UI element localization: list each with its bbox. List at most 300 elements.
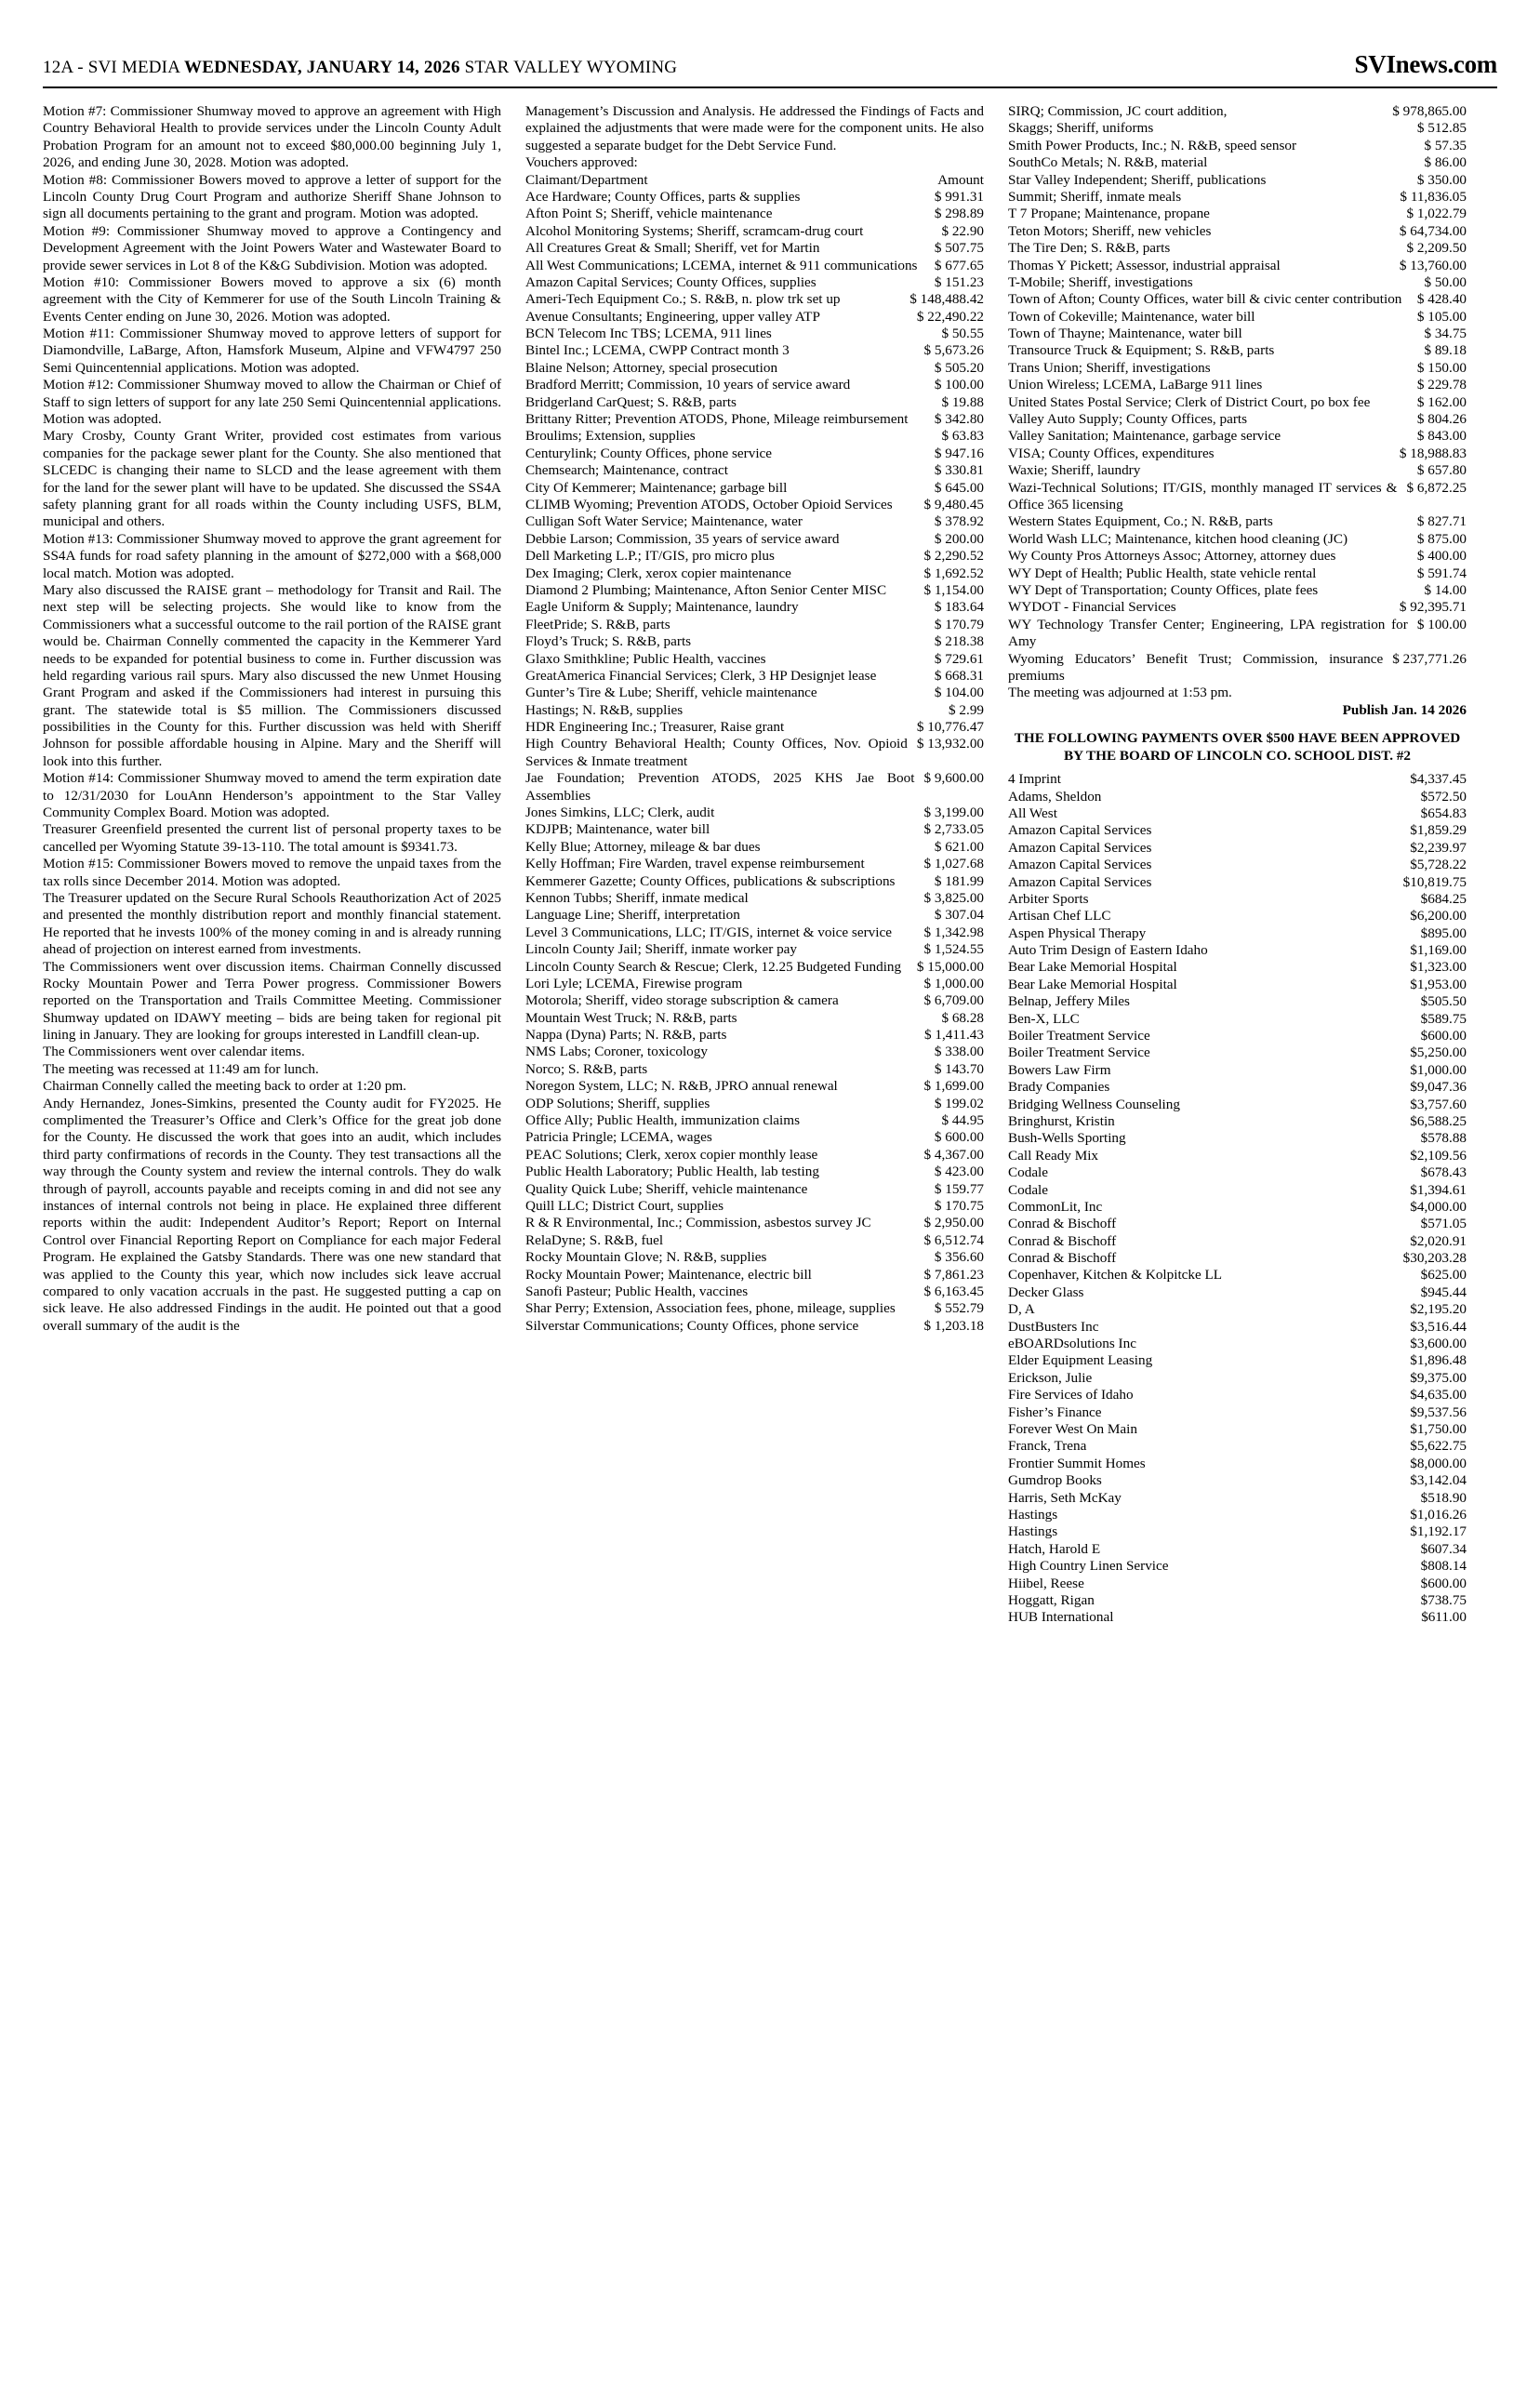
payment-row: [1008, 908, 1467, 924]
payment-amount: $589.75: [1420, 1010, 1467, 1027]
article-columns: [43, 103, 1497, 1627]
payment-row: [1008, 1011, 1467, 1028]
payment-amount: $6,588.25: [1410, 1112, 1467, 1129]
payment-row: [1008, 977, 1467, 993]
ledger-name: KDJPB; Maintenance, water bill: [525, 821, 710, 838]
payment-amount: $2,020.91: [1410, 1232, 1467, 1249]
ledger-name: Alcohol Monitoring Systems; Sheriff, scramcam-drug court: [525, 222, 864, 239]
payment-name: Bowers Law Firm: [1008, 1061, 1111, 1078]
ledger-row: [1008, 617, 1467, 651]
ledger-amount: $ 150.00: [1416, 359, 1467, 376]
payment-row: [1008, 1456, 1467, 1472]
ledger-name: HDR Engineering Inc.; Treasurer, Raise grant: [525, 719, 785, 736]
ledger-name: Debbie Larson; Commission, 35 years of service award: [525, 530, 840, 547]
ledger-amount: $ 218.38: [934, 633, 984, 650]
ledger-row: [525, 206, 984, 222]
payment-amount: $9,537.56: [1410, 1403, 1467, 1420]
paragraph: Management’s Discussion and Analysis. He addressed the Findings of Facts and explained the adjustments that were made were for the component units. He also suggested a separate budget for the Debt Service Fund.: [525, 103, 984, 153]
ledger-row: [525, 1198, 984, 1215]
ledger-header: [525, 172, 984, 189]
ledger-name: United States Postal Service; Clerk of District Court, po box fee: [1008, 393, 1371, 410]
ledger-row: [1008, 513, 1467, 530]
paragraph: Motion #9: Commissioner Shumway moved to approve a Contingency and Development Agreement with the Joint Powers Water and Wastewater Board to provide sewer services in Lot 8 of the K&G Subdivision. Motion was adopted.: [43, 222, 501, 273]
payment-amount: $1,896.48: [1410, 1352, 1467, 1369]
payment-row: [1008, 1592, 1467, 1609]
ledger-row: [1008, 565, 1467, 582]
ledger-name: WY Dept of Health; Public Health, state vehicle rental: [1008, 565, 1317, 581]
ledger-amount: $ 1,524.55: [923, 941, 984, 958]
ledger-name: T-Mobile; Sheriff, investigations: [1008, 273, 1193, 290]
ledger-row: [525, 702, 984, 719]
payment-row: [1008, 1541, 1467, 1558]
ledger-amount: $ 6,872.25: [1406, 479, 1467, 496]
payment-amount: $518.90: [1420, 1489, 1467, 1506]
payment-row: [1008, 1233, 1467, 1250]
ledger-name: Bintel Inc.; LCEMA, CWPP Contract month 3: [525, 342, 790, 359]
ledger-row: [1008, 599, 1467, 616]
paragraph: Motion #13: Commissioner Shumway moved to approve the grant agreement for SS4A funds for road safety planning in the amount of $272,000 with a $68,000 local match. Motion was adopted.: [43, 530, 501, 581]
ledger-amount: $ 22.90: [941, 222, 984, 239]
ledger-amount: $ 677.65: [934, 257, 984, 273]
payment-name: HUB International: [1008, 1609, 1114, 1626]
ledger-name: Summit; Sheriff, inmate meals: [1008, 188, 1182, 205]
payment-row: [1008, 942, 1467, 959]
payment-name: Codale: [1008, 1181, 1049, 1198]
payment-amount: $5,250.00: [1410, 1044, 1467, 1061]
payment-amount: $1,169.00: [1410, 942, 1467, 959]
ledger-row: [525, 513, 984, 530]
ledger-row: [525, 446, 984, 462]
payment-name: Codale: [1008, 1164, 1049, 1181]
ledger-amount: $ 4,367.00: [923, 1146, 984, 1163]
ledger-row: [525, 1164, 984, 1180]
ledger-row: [1008, 360, 1467, 377]
payment-amount: $5,622.75: [1410, 1438, 1467, 1455]
ledger-amount: $ 9,600.00: [923, 770, 984, 787]
payment-row: [1008, 1301, 1467, 1318]
ledger-amount: $ 148,488.42: [909, 291, 984, 308]
payment-name: Bush-Wells Sporting: [1008, 1130, 1126, 1147]
ledger-amount: $ 143.70: [934, 1060, 984, 1077]
ledger-name: Bridgerland CarQuest; S. R&B, parts: [525, 393, 737, 410]
ledger-amount: $ 15,000.00: [916, 958, 984, 975]
payment-row: [1008, 1028, 1467, 1044]
ledger-amount: $ 505.20: [934, 359, 984, 376]
payment-amount: $1,000.00: [1410, 1061, 1467, 1078]
ledger-row: [525, 428, 984, 445]
ledger-name: SIRQ; Commission, JC court addition,: [1008, 103, 1228, 119]
ledger-amount: $ 2,733.05: [923, 821, 984, 838]
ledger-row: [525, 976, 984, 992]
payment-amount: $3,757.60: [1410, 1096, 1467, 1112]
ledger-name: Transource Truck & Equipment; S. R&B, parts: [1008, 342, 1275, 359]
ledger-amount: $ 10,776.47: [916, 719, 984, 736]
payment-name: Boiler Treatment Service: [1008, 1044, 1150, 1061]
ledger-amount: $ 19.88: [941, 393, 984, 410]
ledger-amount: $ 804.26: [1416, 411, 1467, 428]
paragraph: Motion #12: Commissioner Shumway moved to allow the Chairman or Chief of Staff to sign letters of support for any late 250 Semi Quincentennial applications. Motion was adopted.: [43, 377, 501, 428]
payment-amount: $1,192.17: [1410, 1523, 1467, 1540]
ledger-name: Culligan Soft Water Service; Maintenance, water: [525, 513, 803, 530]
payment-row: [1008, 1438, 1467, 1455]
ledger-row: [525, 480, 984, 497]
payment-name: Hiibel, Reese: [1008, 1575, 1084, 1591]
payment-amount: $1,394.61: [1410, 1181, 1467, 1198]
payment-amount: $678.43: [1420, 1164, 1467, 1181]
ledger-amount: $ 1,699.00: [923, 1078, 984, 1095]
ledger-amount: $ 668.31: [934, 667, 984, 684]
ledger-name: FleetPride; S. R&B, parts: [525, 616, 670, 632]
ledger-row: [525, 633, 984, 650]
ledger-name: The Tire Den; S. R&B, parts: [1008, 240, 1171, 257]
payment-amount: $607.34: [1420, 1540, 1467, 1557]
ledger-row: [525, 1267, 984, 1284]
ledger-name: Motorola; Sheriff, video storage subscription & camera: [525, 992, 839, 1009]
ledger-amount: $ 843.00: [1416, 428, 1467, 445]
ledger-amount: $ 5,673.26: [923, 342, 984, 359]
ledger-amount: $ 1,154.00: [923, 581, 984, 598]
ledger-row: [525, 599, 984, 616]
payment-name: Erickson, Julie: [1008, 1369, 1093, 1386]
payment-name: High Country Linen Service: [1008, 1558, 1169, 1575]
ledger-row: [1008, 189, 1467, 206]
ledger-row: [525, 1129, 984, 1146]
payment-amount: $572.50: [1420, 788, 1467, 805]
payment-row: [1008, 1284, 1467, 1301]
payment-amount: $945.44: [1420, 1284, 1467, 1300]
ledger-amount: $ 34.75: [1424, 326, 1467, 342]
payment-row: [1008, 1079, 1467, 1096]
payment-name: Belnap, Jeffery Miles: [1008, 993, 1130, 1010]
ledger-amount: $ 330.81: [934, 462, 984, 479]
ledger-amount: $ 105.00: [1416, 308, 1467, 325]
ledger-amount: $ 307.04: [934, 907, 984, 924]
ledger-name: Office Ally; Public Health, immunization claims: [525, 1112, 800, 1129]
ledger-row: [1008, 103, 1467, 120]
ledger-row: [1008, 446, 1467, 462]
ledger-name: T 7 Propane; Maintenance, propane: [1008, 206, 1210, 222]
ledger-amount: $ 7,861.23: [923, 1266, 984, 1283]
ledger-amount: $ 1,027.68: [923, 856, 984, 872]
ledger-row: [525, 1078, 984, 1095]
ledger-name: Ace Hardware; County Offices, parts & supplies: [525, 188, 801, 205]
payment-amount: $9,375.00: [1410, 1369, 1467, 1386]
ledger-amount: $ 507.75: [934, 240, 984, 257]
payment-row: [1008, 1609, 1467, 1626]
ledger-row: [525, 531, 984, 548]
ledger-amount: $ 6,163.45: [923, 1283, 984, 1299]
payment-name: Fire Services of Idaho: [1008, 1387, 1134, 1403]
ledger-name: Quill LLC; District Court, supplies: [525, 1198, 724, 1214]
ledger-amount: $ 92,395.71: [1399, 599, 1467, 616]
ledger-name: Noregon System, LLC; N. R&B, JPRO annual renewal: [525, 1078, 838, 1095]
ledger-amount: $ 6,709.00: [923, 992, 984, 1009]
payment-name: Bear Lake Memorial Hospital: [1008, 976, 1177, 992]
payment-amount: $808.14: [1420, 1558, 1467, 1575]
ledger-row: [525, 873, 984, 890]
ledger-row: [525, 839, 984, 856]
payment-amount: $654.83: [1420, 805, 1467, 821]
payment-row: [1008, 1216, 1467, 1232]
ledger-name: Skaggs; Sheriff, uniforms: [1008, 120, 1154, 137]
payment-name: Aspen Physical Therapy: [1008, 924, 1147, 941]
payment-name: Boiler Treatment Service: [1008, 1028, 1150, 1044]
ledger-row: [1008, 651, 1467, 685]
payment-name: 4 Imprint: [1008, 771, 1061, 788]
ledger-name: Star Valley Independent; Sheriff, publications: [1008, 171, 1267, 188]
ledger-name: Dex Imaging; Clerk, xerox copier maintenance: [525, 565, 791, 581]
ledger-row: [525, 1181, 984, 1198]
ledger-name: Town of Afton; County Offices, water bill & civic center contribution: [1008, 291, 1402, 308]
payment-amount: $1,859.29: [1410, 822, 1467, 839]
ledger-row: [525, 1300, 984, 1317]
ledger-name: WY Technology Transfer Center; Engineering, LPA registration for Amy: [1008, 616, 1408, 650]
ledger-row: [525, 719, 984, 736]
ledger-name: Hastings; N. R&B, supplies: [525, 701, 684, 718]
payment-amount: $600.00: [1420, 1575, 1467, 1591]
ledger-amount: $ 2,209.50: [1406, 240, 1467, 257]
ledger-amount: $ 2,950.00: [923, 1215, 984, 1231]
payment-name: DustBusters Inc: [1008, 1318, 1099, 1335]
ledger-amount: $ 170.75: [934, 1198, 984, 1214]
ledger-name: BCN Telecom Inc TBS; LCEMA, 911 lines: [525, 326, 772, 342]
vouchers-label: Vouchers approved:: [525, 154, 638, 171]
ledger-row: [525, 497, 984, 513]
payment-row: [1008, 1336, 1467, 1352]
payment-row: [1008, 1199, 1467, 1216]
paragraph: The Commissioners went over calendar items.: [43, 1044, 305, 1060]
ledger-amount: $ 3,199.00: [923, 805, 984, 821]
payment-row: [1008, 771, 1467, 788]
payment-amount: $1,750.00: [1410, 1421, 1467, 1437]
ledger-row: [525, 274, 984, 291]
ledger-row: [1008, 462, 1467, 479]
ledger-name: Broulims; Extension, supplies: [525, 428, 696, 445]
payment-name: Forever West On Main: [1008, 1421, 1137, 1437]
ledger-header-claimant: Claimant/Department: [525, 171, 648, 188]
payment-name: Gumdrop Books: [1008, 1472, 1102, 1489]
ledger-row: [525, 1318, 984, 1335]
payment-row: [1008, 1490, 1467, 1507]
ledger-row: [525, 548, 984, 565]
ledger-amount: $ 428.40: [1416, 291, 1467, 308]
payment-name: Conrad & Bischoff: [1008, 1250, 1117, 1267]
payment-row: [1008, 805, 1467, 822]
ledger-amount: $ 729.61: [934, 650, 984, 667]
ledger-name: Smith Power Products, Inc.; N. R&B, speed sensor: [1008, 137, 1297, 153]
ledger-name: Lincoln County Jail; Sheriff, inmate worker pay: [525, 941, 798, 958]
ledger-row: [525, 890, 984, 907]
ledger-amount: $ 600.00: [934, 1129, 984, 1146]
ledger-amount: $ 6,512.74: [923, 1231, 984, 1248]
ledger-amount: $ 159.77: [934, 1180, 984, 1197]
payment-amount: $571.05: [1420, 1216, 1467, 1232]
ledger-row: [525, 309, 984, 326]
ledger-name: Waxie; Sheriff, laundry: [1008, 462, 1141, 479]
ledger-amount: $ 423.00: [934, 1164, 984, 1180]
page-number: 12A - SVI MEDIA: [43, 58, 180, 77]
ledger-row: [1008, 394, 1467, 411]
ledger-row: [525, 685, 984, 701]
ledger-row: [525, 342, 984, 359]
payment-name: Hatch, Harold E: [1008, 1540, 1101, 1557]
payment-amount: $2,109.56: [1410, 1147, 1467, 1164]
payment-name: Artisan Chef LLC: [1008, 908, 1111, 924]
payment-name: Call Ready Mix: [1008, 1147, 1099, 1164]
ledger-amount: $ 1,000.00: [923, 975, 984, 991]
ledger-row: [525, 582, 984, 599]
ledger-amount: $ 1,203.18: [923, 1317, 984, 1334]
ledger-name: Afton Point S; Sheriff, vehicle maintenance: [525, 206, 773, 222]
paragraph: Motion #7: Commissioner Shumway moved to approve an agreement with High Country Behavioral Health to provide services under the Lincoln County Adult Probation Program for an amount not to exceed $80,000.00 beginning July 1, 2026, and ending June 30, 2028. Motion was adopted.: [43, 103, 501, 171]
payment-amount: $1,016.26: [1410, 1506, 1467, 1523]
ledger-row: [525, 565, 984, 582]
ledger-row: [525, 360, 984, 377]
ledger-name: High Country Behavioral Health; County Offices, Nov. Opioid Services & Inmate treatment: [525, 736, 908, 769]
ledger-row: [1008, 428, 1467, 445]
ledger-row: [1008, 138, 1467, 154]
payment-name: Hastings: [1008, 1506, 1058, 1523]
payment-row: [1008, 822, 1467, 839]
ledger-name: Eagle Uniform & Supply; Maintenance, laundry: [525, 599, 799, 616]
payment-amount: $30,203.28: [1402, 1250, 1467, 1267]
payment-amount: $505.50: [1420, 993, 1467, 1010]
ledger-name: Kennon Tubbs; Sheriff, inmate medical: [525, 889, 749, 906]
ledger-amount: $ 22,490.22: [916, 308, 984, 325]
payment-row: [1008, 959, 1467, 976]
ledger-amount: $ 104.00: [934, 685, 984, 701]
ledger-name: Ameri-Tech Equipment Co.; S. R&B, n. plow trk set up: [525, 291, 841, 308]
ledger-amount: $ 14.00: [1424, 581, 1467, 598]
ledger-name: Amazon Capital Services; County Offices, supplies: [525, 273, 816, 290]
ledger-row: [525, 1061, 984, 1078]
ledger-amount: $ 100.00: [1416, 616, 1467, 632]
ledger-name: VISA; County Offices, expenditures: [1008, 445, 1215, 461]
publish-date: Publish Jan. 14 2026: [1342, 701, 1467, 718]
ledger-row: [1008, 548, 1467, 565]
ledger-amount: $ 978,865.00: [1392, 103, 1467, 119]
ledger-name: Trans Union; Sheriff, investigations: [1008, 359, 1211, 376]
ledger-row: [1008, 309, 1467, 326]
ledger-amount: $ 356.60: [934, 1249, 984, 1266]
payment-amount: $684.25: [1420, 890, 1467, 907]
payment-row: [1008, 857, 1467, 873]
payment-amount: $1,323.00: [1410, 959, 1467, 976]
ledger-amount: $ 657.80: [1416, 462, 1467, 479]
payment-row: [1008, 1319, 1467, 1336]
ledger-amount: $ 298.89: [934, 206, 984, 222]
payment-row: [1008, 993, 1467, 1010]
payment-name: Harris, Seth McKay: [1008, 1489, 1122, 1506]
ledger-row: [1008, 206, 1467, 222]
ledger-amount: $ 342.80: [934, 411, 984, 428]
ledger-amount: $ 2.99: [949, 701, 984, 718]
paragraph: Motion #14: Commissioner Shumway moved to amend the term expiration date to 12/31/2030 for LouAnn Henderson’s appointment to the Star Valley Community Complex Board. Motion was adopted.: [43, 770, 501, 821]
ledger-row: [525, 462, 984, 479]
ledger-name: Nappa (Dyna) Parts; N. R&B, parts: [525, 1027, 727, 1044]
ledger-name: Silverstar Communications; County Offices, phone service: [525, 1317, 859, 1334]
ledger-amount: $ 1,692.52: [923, 565, 984, 581]
payment-name: Franck, Trena: [1008, 1438, 1087, 1455]
ledger-amount: $ 991.31: [934, 188, 984, 205]
ledger-name: Language Line; Sheriff, interpretation: [525, 907, 740, 924]
payment-name: Bear Lake Memorial Hospital: [1008, 959, 1177, 976]
ledger-amount: $ 200.00: [934, 530, 984, 547]
ledger-row: [1008, 223, 1467, 240]
website-url: SVInews.com: [1354, 50, 1497, 78]
payment-row: [1008, 874, 1467, 891]
ledger-row: [1008, 531, 1467, 548]
payment-row: [1008, 1472, 1467, 1489]
payment-row: [1008, 1523, 1467, 1540]
ledger-row: [525, 1232, 984, 1249]
ledger-row: [525, 736, 984, 770]
payment-amount: $1,953.00: [1410, 976, 1467, 992]
ledger-amount: $ 68.28: [941, 1009, 984, 1026]
ledger-row: [1008, 377, 1467, 393]
payment-name: Amazon Capital Services: [1008, 857, 1152, 873]
payment-row: [1008, 1148, 1467, 1164]
ledger-amount: $ 44.95: [941, 1112, 984, 1129]
ledger-row: [1008, 274, 1467, 291]
payment-amount: $3,142.04: [1410, 1472, 1467, 1489]
ledger-row: [525, 992, 984, 1009]
payment-row: [1008, 1182, 1467, 1199]
school-payments-headline: THE FOLLOWING PAYMENTS OVER $500 HAVE BEEN APPROVED BY THE BOARD OF LINCOLN CO. SCHOOL DIST. #2: [1014, 730, 1461, 764]
ledger-name: PEAC Solutions; Clerk, xerox copier monthly lease: [525, 1146, 818, 1163]
ledger-row: [1008, 582, 1467, 599]
ledger-amount: $ 2,290.52: [923, 548, 984, 565]
paragraph: The meeting was recessed at 11:49 am for lunch.: [43, 1060, 319, 1077]
ledger-row: [525, 924, 984, 941]
ledger-name: NMS Labs; Coroner, toxicology: [525, 1044, 708, 1060]
payment-name: Adams, Sheldon: [1008, 788, 1102, 805]
ledger-amount: $ 57.35: [1424, 137, 1467, 153]
ledger-name: Lori Lyle; LCEMA, Firewise program: [525, 975, 743, 991]
ledger-name: Floyd’s Truck; S. R&B, parts: [525, 633, 692, 650]
ledger-amount: $ 3,825.00: [923, 889, 984, 906]
payment-amount: $8,000.00: [1410, 1455, 1467, 1471]
ledger-row: [525, 856, 984, 872]
column-one: [43, 103, 501, 1335]
ledger-name: Jae Foundation; Prevention ATODS, 2025 KHS Jae Boot Assemblies: [525, 770, 915, 804]
payment-row: [1008, 1352, 1467, 1369]
paragraph: Motion #8: Commissioner Bowers moved to approve a letter of support for the Lincoln County Drug Court Program and authorize Sheriff Shane Johnson to sign all documents pertaining to the grant and program. Motion was adopted.: [43, 171, 501, 222]
ledger-name: Level 3 Communications, LLC; IT/GIS, internet & voice service: [525, 924, 892, 940]
ledger-amount: $ 237,771.26: [1392, 650, 1467, 667]
column-three: [1008, 103, 1467, 1627]
payment-name: Brady Companies: [1008, 1079, 1110, 1096]
payment-name: D, A: [1008, 1301, 1035, 1318]
paragraph: Andy Hernandez, Jones-Simkins, presented the County audit for FY2025. He complimented the Treasurer’s Office and Clerk’s Office for the great job done for the County. He discussed the work that goes into an audit, which includes third party confirmations of records in the County. They test transactions all the way through the County system and review the internal controls. They do walk through of payroll, accounts payable and receipts coming in and did not see any instances of internal controls not being in place. He explained three different reports within the audit: Independent Auditor’s Report; Report on Internal Control over Financial Reporting Report on Compliance for each major Federal Program. He explained the Gatsby Standards. There was one new standard that was applied to the County this year, which now includes sick leave accrual compared to only vacation accruals in the past. He suggested putting a cap on sick leave. He also addressed Findings in the audit. He pointed out that a good overall summary of the audit is the: [43, 1095, 501, 1334]
ledger-name: Lincoln County Search & Rescue; Clerk, 12.25 Budgeted Funding: [525, 958, 902, 975]
payment-name: Bridging Wellness Counseling: [1008, 1096, 1180, 1112]
masthead: [43, 50, 1497, 88]
paragraph: Treasurer Greenfield presented the current list of personal property taxes to be cancelled per Wyoming Statute 39-13-110. The total amount is $9341.73.: [43, 821, 501, 855]
payment-amount: $3,516.44: [1410, 1318, 1467, 1335]
ledger-name: Wazi-Technical Solutions; IT/GIS, monthly managed IT services & Office 365 licensing: [1008, 479, 1398, 512]
payment-row: [1008, 1267, 1467, 1284]
payment-row: [1008, 1130, 1467, 1147]
ledger-amount: $ 1,022.79: [1406, 206, 1467, 222]
ledger-row: [525, 941, 984, 958]
ledger-amount: $ 1,342.98: [923, 924, 984, 940]
ledger-row: [525, 240, 984, 257]
ledger-amount: $ 947.16: [934, 445, 984, 461]
payment-name: Amazon Capital Services: [1008, 839, 1152, 856]
ledger-name: Glaxo Smithkline; Public Health, vaccines: [525, 650, 766, 667]
ledger-name: City Of Kemmerer; Maintenance; garbage bill: [525, 479, 788, 496]
